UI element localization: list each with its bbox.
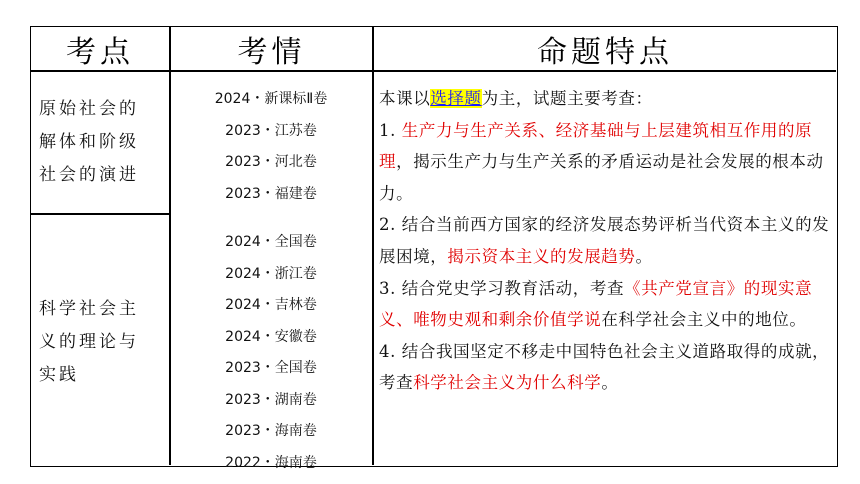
feature-point-2 [379,209,831,272]
exam-item: 2023・福建卷 [225,185,317,202]
point-key-text: 科学社会主义为什么科学 [413,373,602,393]
highlight-choice-question: 选择题 [430,89,482,108]
exam-item: 2023・海南卷 [225,423,317,439]
point-text: 在科学社会主义中的地位。 [601,310,807,330]
topic-2-line: 科学社会主 [39,299,139,319]
row-divider [31,213,170,215]
exam-item: 2023・江苏卷 [225,122,317,139]
point-key-text: 《共产党宣言》的现实意义、唯物史观和剩余价值学说 [379,278,813,330]
exam-table [30,26,838,471]
point-text: 4. 结合我国坚定不移走中国特色社会主义道路取得的成就，考查 [379,341,830,393]
topic-1-line: 解体和阶级 [39,132,139,152]
exam-item: 2024・全国卷 [225,234,317,250]
exam-item: 2024・浙江卷 [225,265,317,282]
header-features: 命题特点 [537,35,673,70]
topic-2-line: 实践 [39,365,79,385]
topic-2-line: 义的理论与 [39,332,139,352]
feature-point-1 [379,115,831,210]
exam-item: 2024・新课标Ⅱ卷 [214,91,328,107]
feature-point-3 [379,273,831,336]
exam-item: 2022・海南卷 [225,454,317,471]
intro-text: 为主，试题主要考查： [481,89,653,108]
topic-1-line: 原始社会的 [39,99,139,119]
point-number: 1. [379,120,402,140]
header-exams: 考情 [237,35,306,70]
features-intro [379,83,831,115]
header-topic: 考点 [66,35,134,70]
point-key-text: 揭示资本主义的发展趋势 [447,246,636,266]
exam-item: 2023・湖南卷 [225,391,317,408]
feature-point-4 [379,336,831,399]
exam-item: 2024・吉林卷 [225,297,317,313]
topic-1 [39,93,169,192]
point-text: ，揭示生产力与生产关系的矛盾运动是社会发展的根本动力。 [379,152,824,203]
point-text: 3. 结合党史学习教育活动，考查 [379,278,625,298]
features-text [379,83,831,399]
intro-text: 本课以 [379,89,431,108]
topic-2 [39,293,169,392]
exam-item: 2023・全国卷 [225,360,317,376]
topic-1-line: 社会的演进 [39,165,139,185]
point-key-text: 生产力与生产关系、经济基础与上层建筑相互作用的原理 [379,120,813,172]
exam-item: 2024・安徽卷 [225,328,317,345]
exam-list [169,84,373,479]
exam-item: 2023・河北卷 [225,154,317,170]
point-text: 2. 结合当前西方国家的经济发展态势评析当代资本主义的发展困境， [379,215,830,266]
point-text: 。 [635,246,653,266]
point-text: 。 [601,373,619,393]
